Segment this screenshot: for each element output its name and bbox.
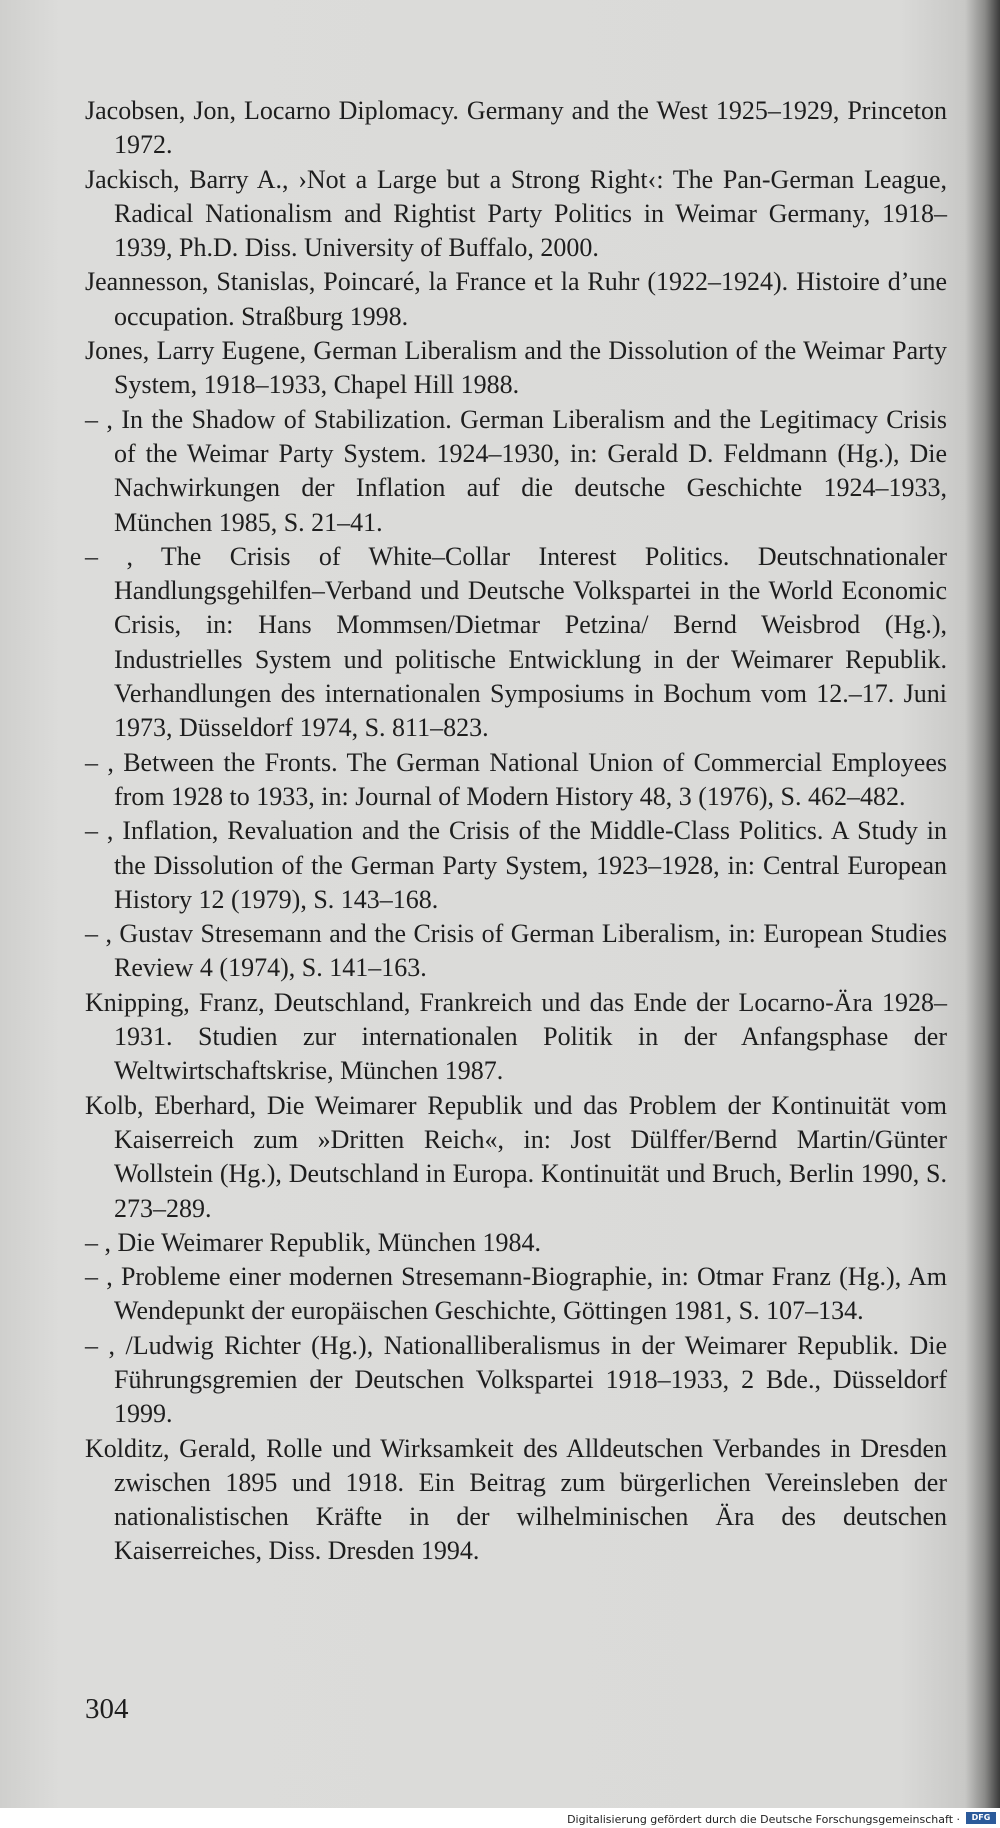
bibliography-entry: – , Inflation, Revaluation and the Crisis of the Middle-Class Politics. A Study in the Dissolution of the German Party System, 1923–1928, in: Central European History 12 (1979), S. 143–168. bbox=[85, 816, 947, 914]
bibliography-entry: – , Gustav Stresemann and the Crisis of German Liberalism, in: European Studies Review 4 (1974), S. 141–163. bbox=[85, 919, 947, 983]
bibliography-entry: Jackisch, Barry A., ›Not a Large but a Strong Right‹: The Pan-German League, Radical Nationalism and Rightist Party Politics in Weimar Germany, 1918–1939, Ph.D. Diss. University of Buffalo, 2000. bbox=[85, 164, 947, 263]
funding-notice: Digitalisierung gefördert durch die Deutsche Forschungsgemeinschaft · bbox=[567, 1813, 960, 1826]
bibliography-entry: – , In the Shadow of Stabilization. German Liberalism and the Legitimacy Crisis of the Weimar Party System. 1924–1930, in: Gerald D. Feldmann (Hg.), Die Nachwirkungen der Inflation auf die deutsche Geschichte 1924–1933, München 1985, S. 21–41. bbox=[85, 404, 947, 537]
bibliography-entry: Jones, Larry Eugene, German Liberalism and the Dissolution of the Weimar Party System, 1918–1933, Chapel Hill 1988. bbox=[85, 336, 947, 400]
bibliography-entry: – , The Crisis of White–Collar Interest Politics. Deutschnationaler Handlungsgehilfen–Verband und Deutsche Volkspartei in the World Economic Crisis, in: Hans Mommsen/Dietmar Petzina/ Bernd Weisbrod (Hg.), Industrielles System und politische Entwicklung in der Weimarer Republik. Verhandlungen des internationalen Symposiums in Bochum vom 12.–17. Juni 1973, Düsseldorf 1974, S. 811–823. bbox=[85, 541, 947, 743]
bibliography-entry: Knipping, Franz, Deutschland, Frankreich und das Ende der Locarno-Ära 1928–1931. Studien zur internationalen Politik in der Anfangsphase der Weltwirtschaftskrise, München 1987. bbox=[85, 987, 947, 1086]
bibliography-entry: – , Die Weimarer Republik, München 1984. bbox=[85, 1227, 541, 1257]
page-number: 304 bbox=[85, 1693, 129, 1725]
bibliography-entry: – , Probleme einer modernen Stresemann-Biographie, in: Otmar Franz (Hg.), Am Wendepunkt der europäischen Geschichte, Göttingen 1981, S. 107–134. bbox=[85, 1262, 947, 1326]
bibliography-entry: Kolditz, Gerald, Rolle und Wirksamkeit des Alldeutschen Verbandes in Dresden zwischen 1895 und 1918. Ein Beitrag zum bürgerlichen Vereinsleben der nationalistischen Kräfte in der wilhelminischen Ära des deutschen Kaiserreiches, Diss. Dresden 1994. bbox=[85, 1433, 947, 1566]
digitization-footer bbox=[0, 1808, 1000, 1828]
bibliography-entry: – , Between the Fronts. The German National Union of Commercial Employees from 1928 to 1933, in: Journal of Modern History 48, 3 (1976), S. 462–482. bbox=[85, 747, 947, 811]
bibliography-list bbox=[85, 94, 947, 1569]
bibliography-entry: Jeannesson, Stanislas, Poincaré, la France et la Ruhr (1922–1924). Histoire d’une occupation. Straßburg 1998. bbox=[85, 267, 947, 331]
dfg-logo: DFG bbox=[966, 1812, 996, 1824]
bibliography-entry: Jacobsen, Jon, Locarno Diplomacy. Germany and the West 1925–1929, Princeton 1972. bbox=[85, 96, 947, 160]
bibliography-entry: – , /Ludwig Richter (Hg.), Nationalliberalismus in der Weimarer Republik. Die Führungsgremien der Deutschen Volkspartei 1918–1933, 2 Bde., Düsseldorf 1999. bbox=[85, 1330, 947, 1429]
bibliography-entry: Kolb, Eberhard, Die Weimarer Republik und das Problem der Kontinuität vom Kaiserreich zum »Dritten Reich«, in: Jost Dülffer/Bernd Martin/Günter Wollstein (Hg.), Deutschland in Europa. Kontinuität und Bruch, Berlin 1990, S. 273–289. bbox=[85, 1090, 947, 1223]
